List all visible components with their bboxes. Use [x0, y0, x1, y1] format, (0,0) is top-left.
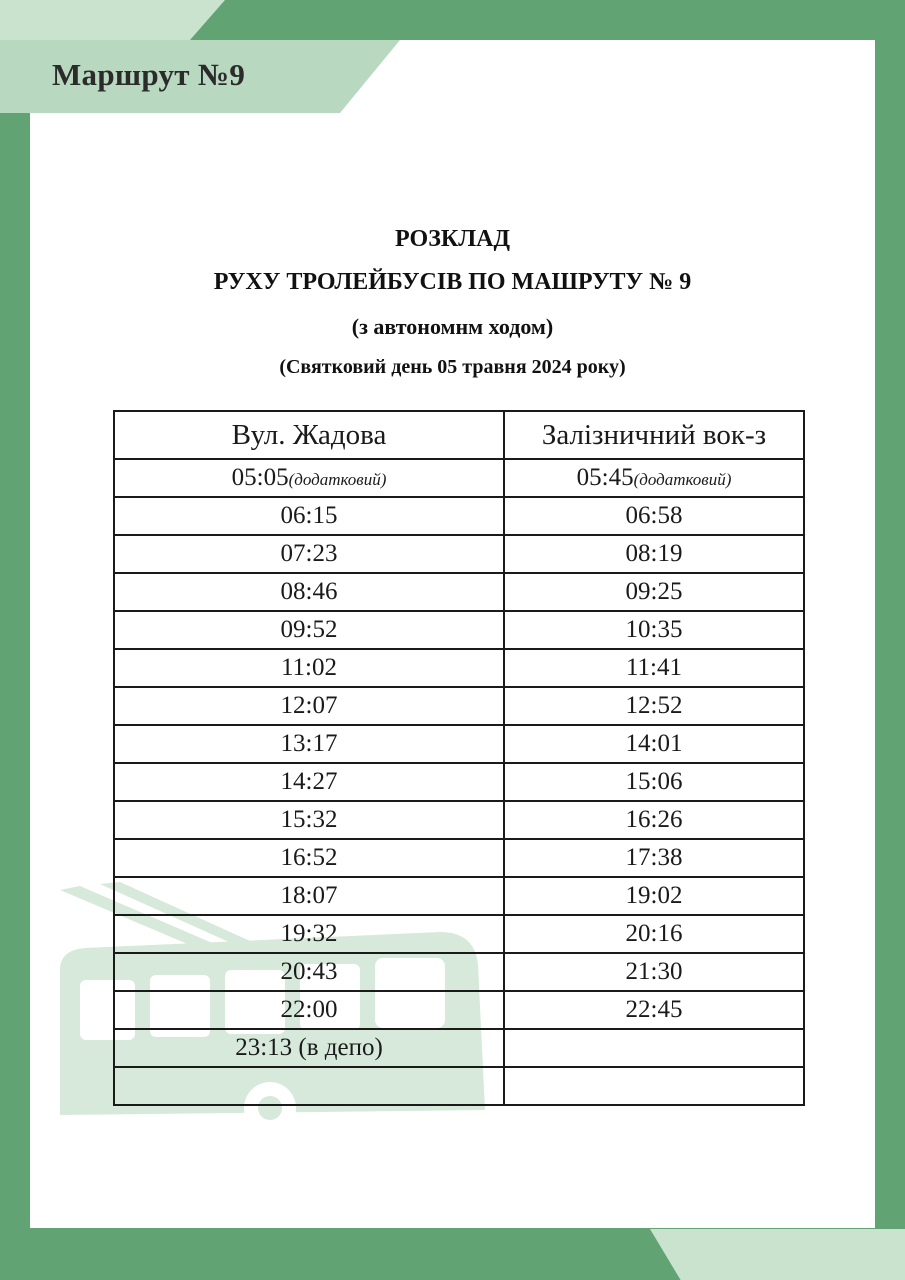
table-row: [114, 459, 804, 497]
cell-zhadova-time: [114, 725, 504, 763]
departure-time: 05:05: [231, 464, 289, 491]
cell-zhadova-time: [114, 573, 504, 611]
table-row: [114, 839, 804, 877]
cell-station-time: [504, 953, 804, 991]
table-row: [114, 991, 804, 1029]
cell-station-time: [504, 877, 804, 915]
schedule-subtitle: РУХУ ТРОЛЕЙБУСІВ ПО МАШРУТУ № 9: [213, 269, 692, 295]
cell-station-time: [504, 687, 804, 725]
departure-time: 15:32: [280, 806, 338, 833]
table-row: [114, 687, 804, 725]
departure-time: 20:16: [625, 920, 683, 947]
schedule-date: (Святковий день 05 травня 2024 року): [279, 356, 626, 378]
cell-zhadova-time: [114, 459, 504, 497]
departure-time: 15:06: [625, 768, 683, 795]
schedule-table: [113, 410, 805, 1106]
cell-station-time: [504, 801, 804, 839]
departure-time: 06:15: [280, 502, 338, 529]
table-row: [114, 725, 804, 763]
departure-time: 19:02: [625, 882, 683, 909]
schedule-mode: (з автономнм ходом): [351, 314, 554, 339]
departure-time: 16:26: [625, 806, 683, 833]
table-row: [114, 497, 804, 535]
route-tag-title: Маршрут №9: [52, 57, 246, 92]
cell-zhadova-time: [114, 535, 504, 573]
departure-time: 12:52: [625, 692, 683, 719]
cell-station-time: [504, 915, 804, 953]
cell-zhadova-time: [114, 1067, 504, 1105]
cell-zhadova-time: [114, 497, 504, 535]
cell-zhadova-time: [114, 953, 504, 991]
schedule-rows: [114, 459, 804, 1105]
departure-time: 13:17: [280, 730, 338, 757]
cell-zhadova-time: [114, 763, 504, 801]
departure-time: 22:45: [625, 996, 683, 1023]
cell-zhadova-time: [114, 801, 504, 839]
departure-time: 09:25: [625, 578, 683, 605]
departure-time: 22:00: [280, 996, 338, 1023]
table-row: [114, 1029, 804, 1067]
departure-time: 08:19: [625, 540, 683, 567]
table-row: [114, 611, 804, 649]
departure-time: 09:52: [280, 616, 338, 643]
table-row: [114, 877, 804, 915]
departure-time: 16:52: [280, 844, 338, 871]
departure-time: 20:43: [280, 958, 338, 985]
cell-station-time: [504, 497, 804, 535]
table-header-row: [114, 411, 804, 459]
cell-station-time: [504, 535, 804, 573]
departure-time: 23:13 (в депо): [235, 1034, 383, 1061]
table-row: [114, 649, 804, 687]
cell-station-time: [504, 1029, 804, 1067]
cell-zhadova-time: [114, 839, 504, 877]
departure-time: 11:02: [280, 654, 338, 681]
departure-time: 19:32: [280, 920, 338, 947]
departure-time: 07:23: [280, 540, 338, 567]
column-header-station: Залізничний вок-з: [504, 411, 804, 459]
departure-time: 06:58: [625, 502, 683, 529]
cell-station-time: [504, 649, 804, 687]
cell-station-time: [504, 763, 804, 801]
corner-decoration: [650, 1229, 905, 1280]
departure-time: 08:46: [280, 578, 338, 605]
cell-station-time: [504, 611, 804, 649]
departure-time: 05:45: [576, 464, 634, 491]
table-row: [114, 535, 804, 573]
cell-zhadova-time: [114, 915, 504, 953]
departure-time: 17:38: [625, 844, 683, 871]
table-row: [114, 915, 804, 953]
table-row: [114, 1067, 804, 1105]
departure-time: 18:07: [280, 882, 338, 909]
cell-zhadova-time: [114, 649, 504, 687]
extra-trip-note: (додатковий): [288, 470, 387, 489]
cell-station-time: [504, 1067, 804, 1105]
cell-zhadova-time: [114, 1029, 504, 1067]
extra-trip-note: (додатковий): [633, 470, 732, 489]
schedule-title: РОЗКЛАД: [395, 226, 510, 252]
table-row: [114, 573, 804, 611]
departure-time: 10:35: [625, 616, 683, 643]
cell-station-time: [504, 573, 804, 611]
table-row: [114, 763, 804, 801]
cell-station-time: [504, 839, 804, 877]
table-row: [114, 801, 804, 839]
cell-zhadova-time: [114, 687, 504, 725]
cell-zhadova-time: [114, 991, 504, 1029]
cell-station-time: [504, 725, 804, 763]
cell-zhadova-time: [114, 877, 504, 915]
departure-time: 14:01: [625, 730, 683, 757]
departure-time: 12:07: [280, 692, 338, 719]
departure-time: 11:41: [625, 654, 683, 681]
cell-zhadova-time: [114, 611, 504, 649]
departure-time: 21:30: [625, 958, 683, 985]
table-row: [114, 953, 804, 991]
cell-station-time: [504, 991, 804, 1029]
cell-station-time: [504, 459, 804, 497]
column-header-zhadova: Вул. Жадова: [114, 411, 504, 459]
departure-time: 14:27: [280, 768, 338, 795]
